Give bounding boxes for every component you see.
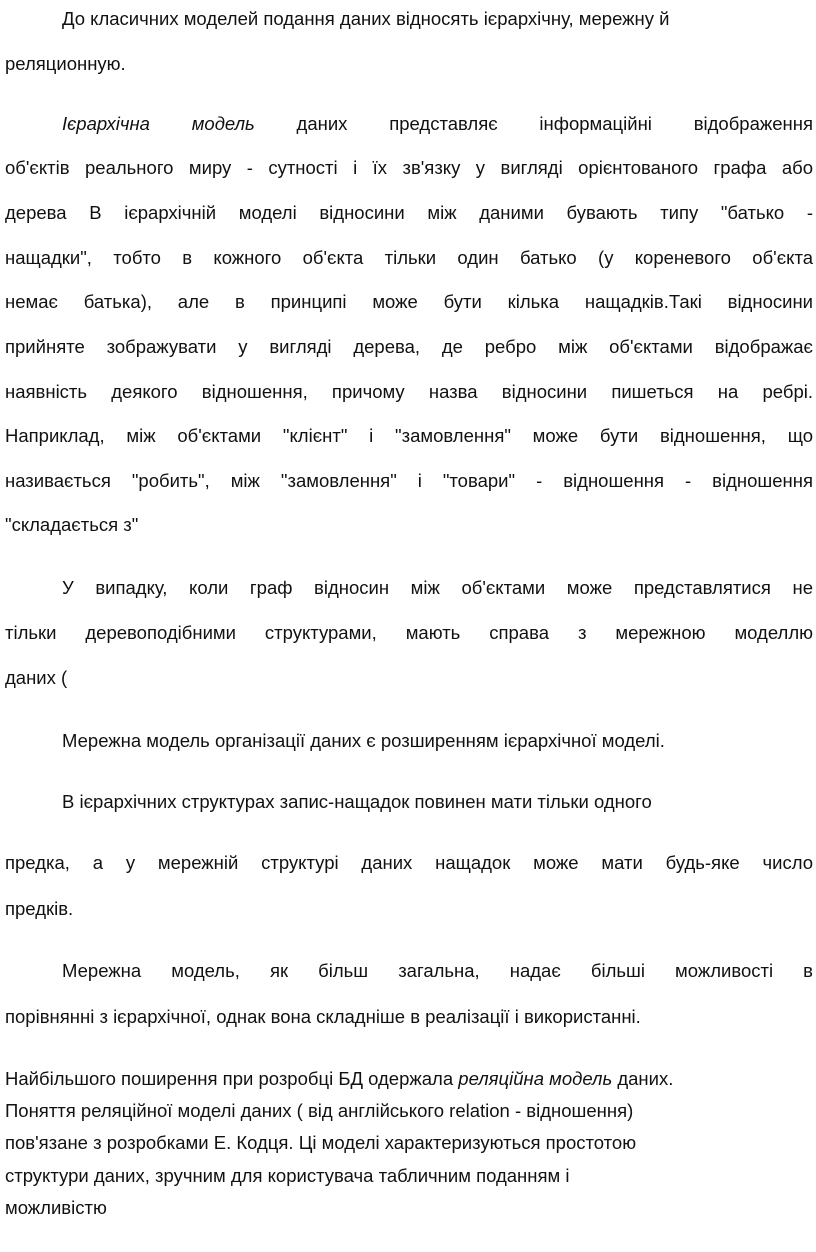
- paragraph-2-line-4: нащадки", тобто в кожного об'єкта тільки один батько (у кореневого об'єкта: [5, 247, 813, 268]
- paragraph-8-line-5: можливістю: [5, 1197, 107, 1218]
- paragraph-2-line-6: прийняте зображувати у вигляді дерева, де ребро між об'єктами відображає: [5, 336, 813, 357]
- paragraph-3-line-1: У випадку, коли граф відносин між об'єктами може представлятися не: [62, 577, 813, 598]
- paragraph-3-line-3: даних (: [5, 667, 68, 688]
- paragraph-2-line-7: наявність деякого відношення, причому назва відносини пишеться на ребрі.: [5, 381, 813, 402]
- paragraph-3-line-2: тільки деревоподібними структурами, мають справа з мережною моделлю: [5, 622, 813, 643]
- hierarchical-model-term: Ієрархічна модель: [62, 113, 255, 134]
- paragraph-1-line-1: До класичних моделей подання даних відносять ієрархічну, мережну й: [62, 8, 670, 29]
- paragraph-8-line-4: структури даних, зручним для користувача табличним поданням і: [5, 1165, 570, 1186]
- paragraph-8-line-2: Поняття реляційної моделі даних ( від англійського relation - відношення): [5, 1100, 634, 1121]
- paragraph-8-line-1-end: даних.: [612, 1068, 674, 1089]
- paragraph-2-line-1: [62, 112, 813, 136]
- paragraph-1-line-2: реляционную.: [5, 53, 126, 74]
- paragraph-8-line-1-start: Найбільшого поширення при розробці БД одержала: [5, 1068, 459, 1089]
- relational-model-term: реляційна модель: [458, 1068, 613, 1089]
- paragraph-4-line-1: Мережна модель організації даних є розширенням ієрархічної моделі.: [62, 730, 665, 751]
- paragraph-6-line-2: предків.: [5, 898, 74, 919]
- paragraph-5-line-1: В ієрархічних структурах запис-нащадок повинен мати тільки одного: [62, 791, 652, 812]
- paragraph-7-line-1: Мережна модель, як більш загальна, надає більші можливості в: [62, 960, 813, 981]
- paragraph-2-line-5: немає батька), але в принципі може бути кілька нащадків.Такі відносини: [5, 291, 813, 312]
- paragraph-8-line-1: [5, 1067, 673, 1091]
- paragraph-8-line-3: пов'язане з розробками Е. Кодця. Ці моделі характеризуються простотою: [5, 1132, 637, 1153]
- paragraph-6-line-1: предка, а у мережній структурі даних нащадок може мати будь-яке число: [5, 852, 813, 873]
- paragraph-2-line-8: Наприклад, між об'єктами "клієнт" і "замовлення" може бути відношення, що: [5, 425, 813, 446]
- paragraph-2-line-10: "складається з": [5, 514, 139, 535]
- paragraph-2-line-1-rest: даних представляє інформаційні відображення: [254, 113, 814, 134]
- paragraph-2-line-2: об'єктів реального миру - сутності і їх зв'язку у вигляді орієнтованого графа або: [5, 157, 813, 178]
- paragraph-2-line-3: дерева В ієрархічній моделі відносини між даними бувають типу "батько -: [5, 202, 813, 223]
- paragraph-7-line-2: порівнянні з ієрархічної, однак вона складніше в реалізації і використанні.: [5, 1006, 641, 1027]
- paragraph-2-line-9: називається "робить", між "замовлення" і "товари" - відношення - відношення: [5, 470, 813, 491]
